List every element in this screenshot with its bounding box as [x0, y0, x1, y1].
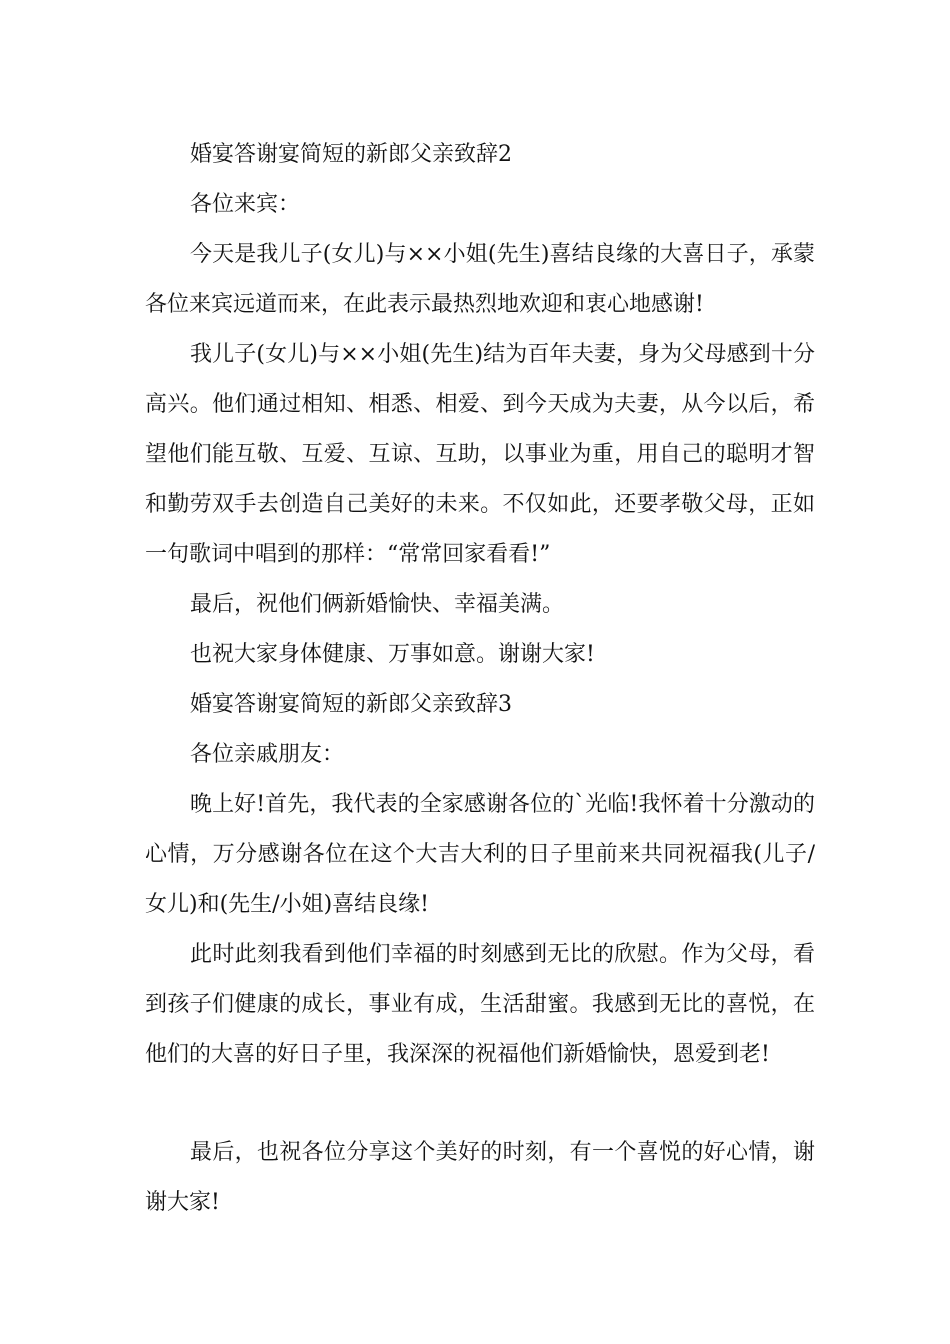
salutation: 各位来宾： — [190, 192, 301, 217]
body-paragraph: 也祝大家身体健康、万事如意。谢谢大家! — [190, 642, 595, 667]
document-body — [145, 130, 815, 1228]
section-heading: 婚宴答谢宴简短的新郎父亲致辞3 — [190, 692, 512, 717]
body-paragraph: 晚上好!首先，我代表的全家感谢各位的`光临!我怀着十分激动的心情，万分感谢各位在这个大吉大利的日子里前来共同祝福我(儿子/女儿)和(先生/小姐)喜结良缘! — [145, 792, 815, 917]
body-paragraph: 我儿子(女儿)与××小姐(先生)结为百年夫妻，身为父母感到十分高兴。他们通过相知、相悉、相爱、到今天成为夫妻，从今以后，希望他们能互敬、互爱、互谅、互助，以事业为重，用自己的聪明才智和勤劳双手去创造自己美好的未来。不仅如此，还要孝敬父母，正如一句歌词中唱到的那样：“常常回家看看!” — [145, 342, 815, 567]
body-paragraph: 最后，祝他们俩新婚愉快、幸福美满。 — [190, 592, 565, 617]
body-paragraph: 今天是我儿子(女儿)与××小姐(先生)喜结良缘的大喜日子，承蒙各位来宾远道而来，在此表示最热烈地欢迎和衷心地感谢! — [145, 242, 815, 317]
paragraph-spacer — [145, 1080, 815, 1128]
section-heading: 婚宴答谢宴简短的新郎父亲致辞2 — [190, 142, 512, 167]
closing-paragraph: 最后，也祝各位分享这个美好的时刻，有一个喜悦的好心情，谢谢大家! — [145, 1140, 815, 1215]
body-paragraph: 此时此刻我看到他们幸福的时刻感到无比的欣慰。作为父母，看到孩子们健康的成长，事业有成，生活甜蜜。我感到无比的喜悦，在他们的大喜的好日子里，我深深的祝福他们新婚愉快，恩爱到老! — [145, 942, 815, 1067]
salutation: 各位亲戚朋友： — [190, 742, 345, 767]
